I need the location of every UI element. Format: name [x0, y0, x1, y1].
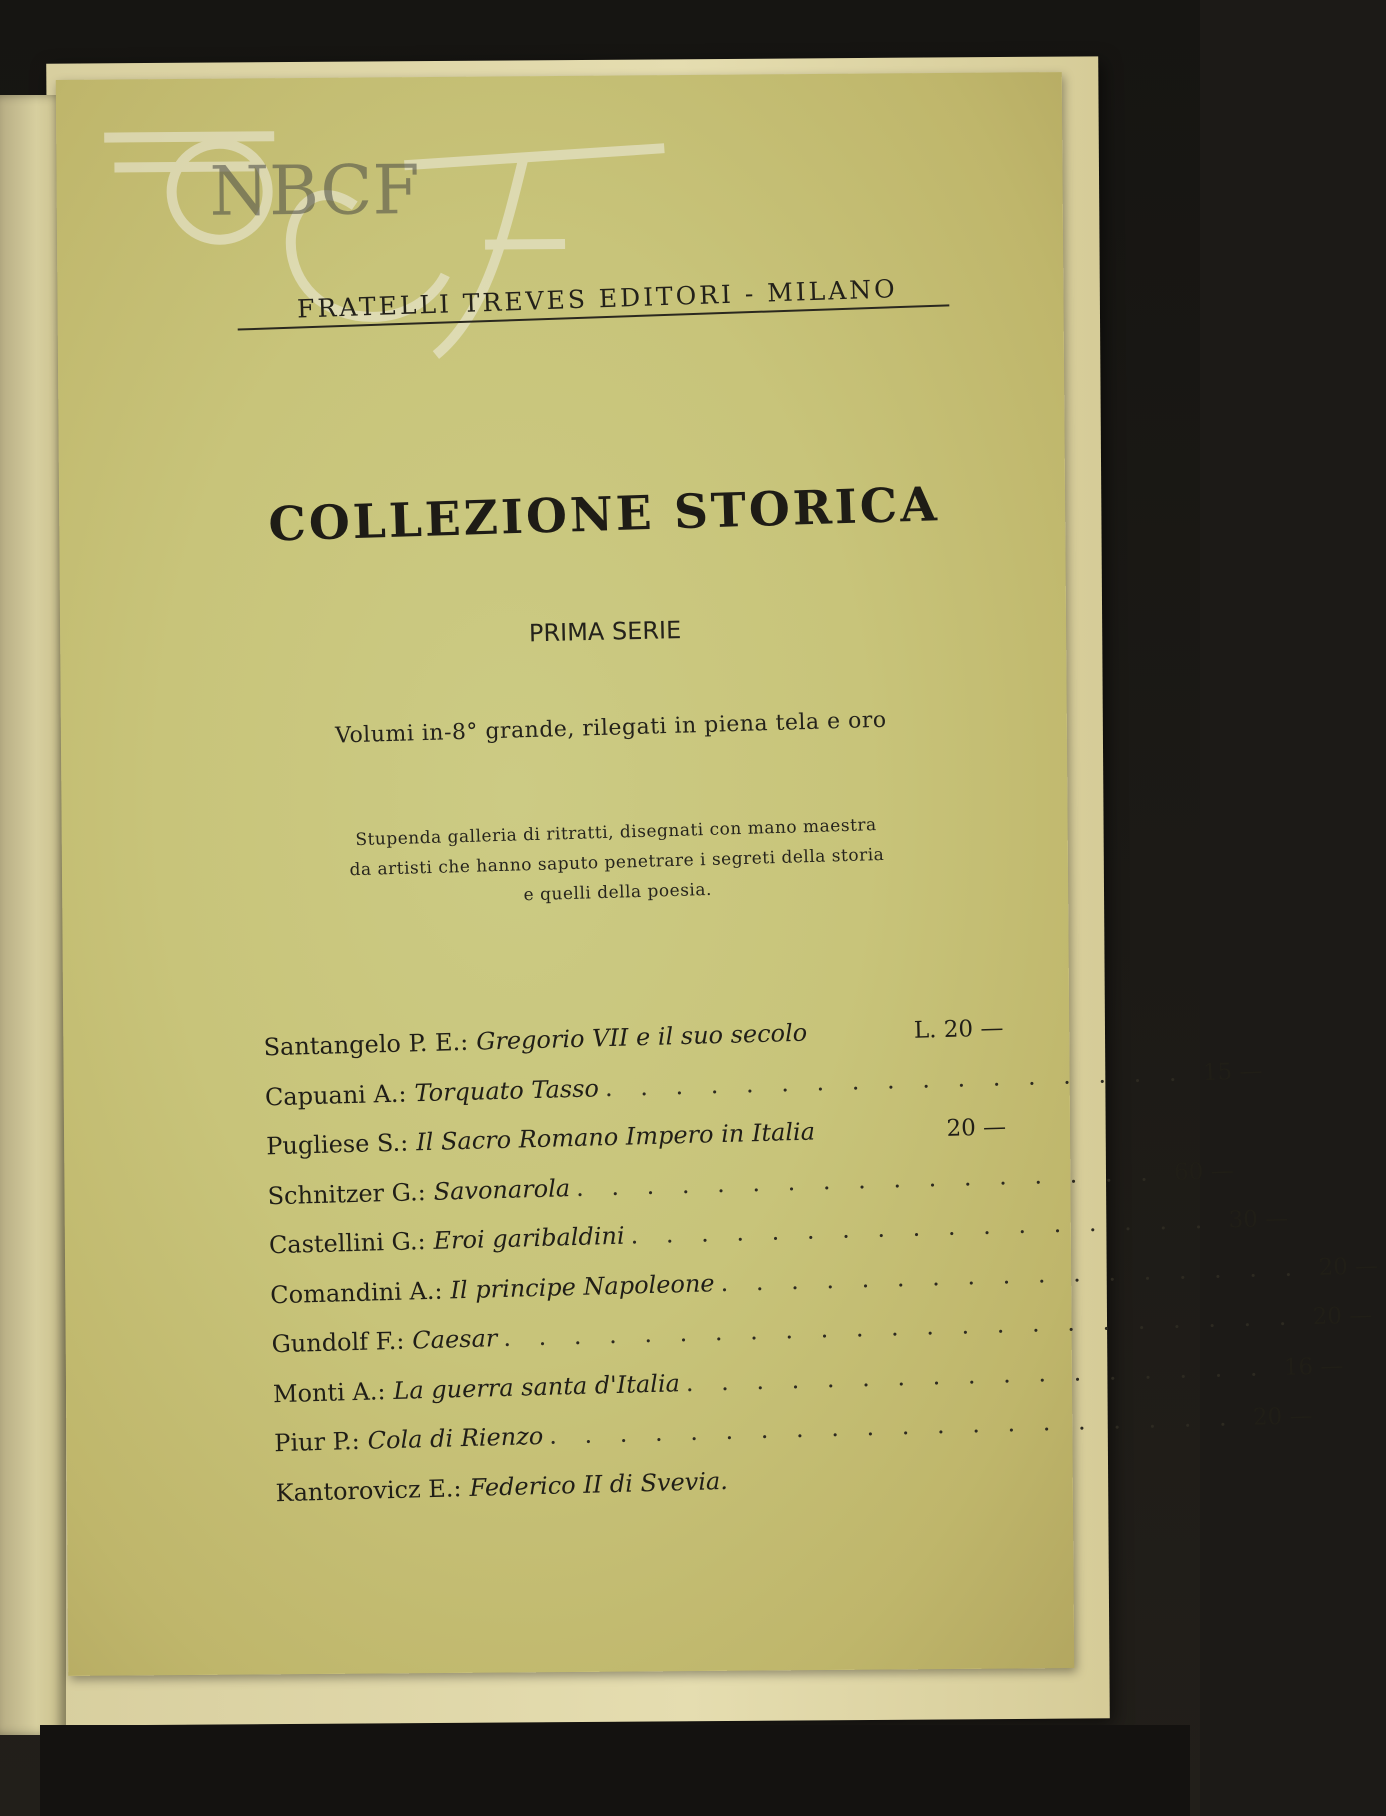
- entry-author: Kantorovicz E.:: [275, 1473, 462, 1507]
- entry-leader: . . . . . . . . . . . . . . . . .: [630, 1205, 1213, 1250]
- entry-price: 20 —: [946, 1114, 1007, 1142]
- description-line: da artisti che hanno saputo penetrare i segreti della storia: [349, 844, 885, 881]
- entry-title: Gregorio VII e il suo secolo: [475, 1018, 808, 1056]
- description-line: e quelli della poesia.: [523, 879, 713, 906]
- entry-title: Il Sacro Romano Impero in Italia: [415, 1117, 816, 1157]
- entry-leader: . . . . . . . . . . . . . . . . .: [604, 1057, 1187, 1102]
- entry-author: Pugliese S.:: [265, 1128, 409, 1161]
- entry-leader: [734, 1483, 940, 1489]
- background-surface: [40, 1725, 1190, 1816]
- entry-leader: . . . . . . . . . . . . . . . . . . . .: [548, 1403, 1237, 1450]
- entry-author: Piur P.:: [273, 1426, 361, 1458]
- volume-format: Volumi in-8° grande, rilegati in piena tela e oro: [334, 707, 887, 749]
- entry-title: Cola di Rienzo: [367, 1421, 544, 1455]
- entry-author: Santangelo P. E.:: [263, 1027, 469, 1062]
- collection-title: COLLEZIONE STORICA: [267, 477, 941, 553]
- entry-title: Caesar: [411, 1324, 498, 1355]
- entry-leader: . . . . . . . . . . . . . . . . .: [685, 1352, 1268, 1397]
- entry-leader: . . . . . . . . . . . . . . . . .: [575, 1157, 1159, 1202]
- description-line: Stupenda galleria di ritratti, disegnati con mano maestra: [355, 815, 877, 851]
- entry-price: 20 —: [1252, 1403, 1313, 1431]
- entry-price: L. 20 —: [913, 1015, 1004, 1044]
- entry-price: 60 —: [1173, 1157, 1234, 1186]
- entry-title: Il principe Napoleone: [450, 1268, 715, 1304]
- entry-price: 15 —: [1202, 1057, 1263, 1086]
- watermark-letter-n: NBCF: [209, 151, 420, 232]
- catalog-page: [56, 72, 1379, 1676]
- entry-leader: [813, 1038, 908, 1041]
- left-page-edges: [0, 95, 66, 1735]
- watermark-logo: [104, 92, 766, 397]
- entry-price: 20 —: [1312, 1302, 1373, 1331]
- entry-title: Eroi garibaldini: [433, 1221, 625, 1255]
- publisher-name: FRATELLI TREVES EDITORI - MILANO: [296, 274, 899, 324]
- entry-title: Federico II di Svevia.: [469, 1466, 729, 1502]
- series-label: PRIMA SERIE: [528, 616, 682, 648]
- entry-author: Monti A.:: [272, 1376, 386, 1408]
- entry-leader: . . . . . . . . . . . . . . . . .: [720, 1252, 1303, 1297]
- entry-price: 20 —: [1318, 1252, 1379, 1281]
- entry-price: 16 —: [1283, 1352, 1344, 1381]
- entry-author: Capuani A.:: [264, 1079, 407, 1111]
- entry-title: Torquato Tasso: [414, 1073, 600, 1107]
- catalog-list: [263, 1013, 1379, 1528]
- collection-description: [311, 809, 923, 917]
- entry-author: Comandini A.:: [269, 1276, 443, 1309]
- entry-leader: [821, 1136, 930, 1139]
- entry-leader: . . . . . . . . . . . . . . . . . . . . . . .: [502, 1302, 1297, 1352]
- entry-author: Gundolf F.:: [271, 1326, 405, 1359]
- entry-author: Schnitzer G.:: [267, 1177, 427, 1210]
- entry-price: [946, 1481, 1016, 1483]
- entry-price: 30 —: [1228, 1205, 1289, 1234]
- entry-author: Castellini G.:: [268, 1227, 426, 1260]
- entry-title: Savonarola: [433, 1173, 571, 1206]
- entry-title: La guerra santa d'Italia: [393, 1368, 681, 1405]
